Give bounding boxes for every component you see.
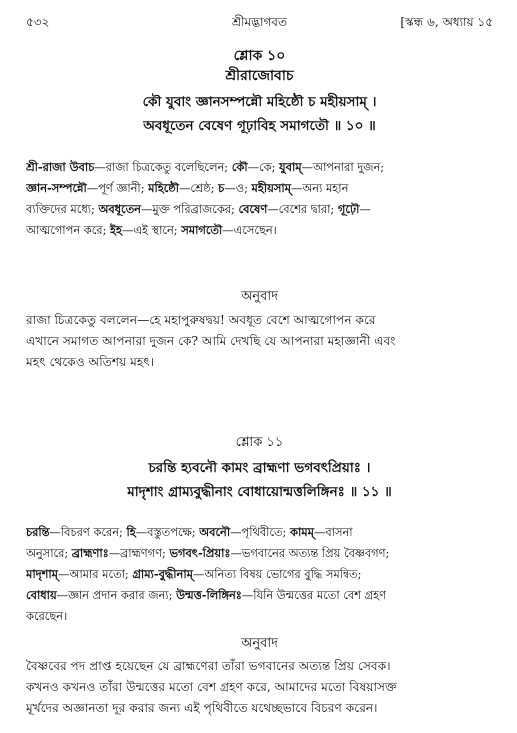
synonym-definition: —জ্ঞান প্রদান করার জন্য; [56,588,177,602]
synonym-term: হি [126,525,136,539]
verse-10-translation [26,310,495,373]
verse-10-synonyms [26,157,495,241]
synonym-definition: —ভগবানের অত্যন্ত প্রিয় বৈষ্ণবগণ; [230,546,390,560]
synonym-definition: —এসেছেন। [222,223,277,237]
synonym-definition: —পৃথিবীতে; [230,525,291,539]
synonym-term: সমাগতৌ [181,223,223,237]
synonym-term: চ [218,181,225,195]
book-title: শ্রীমদ্ভাগবত [231,15,287,29]
synonym-term: মহীয়সাম্ [251,181,291,195]
synonym-definition: করেছেন। [26,609,68,623]
verse-10-line-1: কৌ যুবাং জ্ঞানসম্পন্নৌ মহিষ্ঠৌ চ মহীয়সাম্ । [142,94,377,110]
synonym-definition: আত্মগোপন করে; [26,223,111,237]
page-header [26,14,493,32]
synonym-term: কৌ [231,160,248,174]
synonym-term: বেষেণ [238,202,268,216]
synonyms-line [26,585,495,606]
synonym-definition: —বস্তুতপক্ষে; [135,525,200,539]
synonym-term: অবনৌ [199,525,231,539]
synonym-definition: —বিচরণ করেন; [49,525,127,539]
synonym-term: জ্ঞান-সম্পন্নৌ [26,181,87,195]
translation-line: বৈষ্ণবের পদ প্রাপ্ত হয়েছেন যে ব্রাহ্মণেরা তাঁরা ভগবানের অত্যন্ত প্রিয় সেবক। [26,659,391,673]
synonyms-line [26,157,495,178]
synonym-definition: —মুক্ত পরিব্রাজকের; [140,202,239,216]
synonym-term: যুবাম্ [279,160,302,174]
synonym-definition: —যিনি উন্মত্তের মতো বেশ গ্রহণ [241,588,386,602]
synonyms-line [26,543,495,564]
synonym-definition: —আমার মতো; [57,567,133,581]
synonym-term: গ্রাম্য-বুদ্ধীনাম্ [132,567,193,581]
synonym-definition: —বাসনা [313,525,353,539]
synonym-definition: ব্যক্তিদের মধ্যে; [26,202,99,216]
verse-10-speaker: শ্রীরাজোবাচ [225,68,294,84]
synonym-definition: —ব্রাহ্মণগণ; [108,546,170,560]
verse-11-title: শ্লোক ১১ [235,435,284,450]
verse-11-line-1: চরন্তি হ্যবনৌ কামং ব্রাহ্মণা ভগবৎপ্রিয়াঃ । [148,460,371,476]
synonym-definition: —বেশের দ্বারা; [267,202,338,216]
synonym-definition: —অন্য মহান [290,181,349,195]
verse-10-line-2: অবধূতেন বেষেণ গূঢ়াবিহ সমাগতৌ ॥ ১০ ॥ [143,118,376,134]
synonym-definition: —অনিত্য বিষয় ভোগের বুদ্ধি সমন্বিত; [192,567,362,581]
verse-10-translation-title: অনুবাদ [241,289,278,304]
translation-line: মহৎ থেকেও অতিশয় মহৎ। [26,355,155,369]
synonym-definition: —শ্রেষ্ঠ; [178,181,219,195]
synonym-term: শ্রী-রাজা উবাচ [26,160,95,174]
canto-chapter-location: [স্কন্ধ ৬, অধ্যায় ১৫ [400,15,493,29]
synonym-term: কামম্ [290,525,314,539]
synonym-term: অবধূতেন [98,202,141,216]
synonym-definition: —ও; [224,181,252,195]
synonym-term: ব্রাহ্মণাঃ [71,546,109,560]
synonym-definition: অনুসারে; [26,546,72,560]
synonyms-line [26,606,495,627]
translation-line: মূর্খদের অজ্ঞানতা দূর করার জন্য এই পৃথিবীতে যথেচ্ছভাবে বিচরণ করেন। [26,701,378,715]
verse-11-synonyms [26,522,495,627]
synonym-term: উন্মত্ত-লিঙ্গিনঃ [176,588,242,602]
synonym-definition: — [359,202,371,216]
verse-10-title: শ্লোক ১০ [233,48,286,64]
synonym-definition: —কে; [247,160,280,174]
synonym-term: মহিষ্ঠৌ [148,181,179,195]
synonyms-line [26,199,495,220]
verse-11-translation-title: অনুবাদ [241,636,278,651]
synonym-term: ইহ [110,223,122,237]
page-number: ৫৩২ [26,15,50,29]
synonyms-line [26,220,495,241]
synonyms-line [26,178,495,199]
synonym-term: চরন্তি [26,525,50,539]
synonym-definition: —এই স্থানে; [121,223,182,237]
synonym-definition: —রাজা চিত্রকেতু বলেছিলেন; [94,160,232,174]
synonym-term: ভগবৎ-প্রিয়াঃ [169,546,231,560]
synonyms-line [26,564,495,585]
translation-line: রাজা চিত্রকেতু বললেন—হে মহাপুরুষদ্বয়! অবধূত বেশে আত্মগোপন করে [26,313,376,327]
translation-line: এখানে সমাগত আপনারা দুজন কে? আমি দেখছি যে আপনারা মহাজ্ঞানী এবং [26,334,396,348]
synonym-term: গূঢ়ৌ [337,202,360,216]
verse-11-line-2: মাদৃশাং গ্রাম্যবুদ্ধীনাং বোধায়োন্মত্তলিঙ্গিনঃ ॥ ১১ ॥ [127,484,392,500]
synonyms-line [26,522,495,543]
synonym-definition: —আপনারা দুজন; [301,160,385,174]
translation-line: কখনও কখনও তাঁরা উন্মত্তের মতো বেশ গ্রহণ করে, আমাদের মতো বিষয়াসক্ত [26,680,397,694]
verse-11-translation [26,656,495,719]
synonym-term: বোধায় [26,588,57,602]
synonym-term: মাদৃশাম্ [26,567,58,581]
synonym-definition: —পূর্ণ জ্ঞানী; [86,181,149,195]
